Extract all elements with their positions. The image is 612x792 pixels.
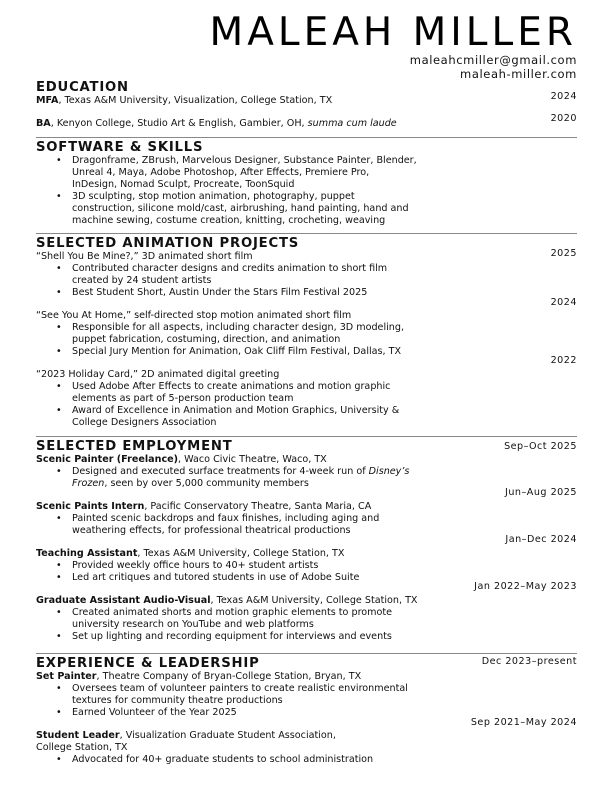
education-entry: [36, 113, 577, 130]
experience-bullet: [72, 754, 577, 766]
employment-heading: [36, 454, 577, 466]
degree: BA: [36, 118, 51, 129]
skills-line: InDesign, Nomad Sculpt, Procreate, ToonSquid: [72, 179, 295, 190]
education-line: [36, 118, 577, 130]
employment-entry: [36, 534, 577, 584]
employment-heading: [36, 548, 577, 560]
bullet-line: [72, 478, 577, 490]
employment-heading: [36, 595, 577, 607]
bullet-italic: Disney’s: [368, 466, 410, 477]
bullet-line: university research on YouTube and web platforms: [72, 619, 314, 630]
education-entry: [36, 91, 577, 107]
skills-list: [36, 155, 577, 227]
skills-line: machine sewing, costume creation, knitting, crocheting, weaving: [72, 215, 386, 226]
education-year: 2020: [550, 113, 577, 124]
bullet-line: • Responsible for all aspects, including character design, 3D modeling,: [72, 322, 405, 333]
section-title-experience: EXPERIENCE & LEADERSHIP: [36, 656, 260, 671]
bullet-line: • Contributed character designs and credits animation to short film: [72, 263, 388, 274]
skills-line: • Dragonframe, ZBrush, Marvelous Designer, Substance Painter, Blender,: [72, 155, 417, 166]
employment-dates: Jan 2022–May 2023: [474, 581, 577, 592]
skills-item: [72, 155, 577, 191]
bullet-line: • Created animated shorts and motion graphic elements to promote: [72, 607, 393, 618]
employment-bullets: [36, 466, 577, 490]
section-divider: [36, 233, 577, 234]
bullet-line: • Advocated for 40+ graduate students to school administration: [72, 754, 374, 765]
section-title-projects: SELECTED ANIMATION PROJECTS: [36, 236, 300, 251]
employment-section: [36, 439, 577, 643]
employment-dates: Jan–Dec 2024: [505, 534, 577, 545]
section-divider: [36, 436, 577, 437]
bullet-line: • Oversees team of volunteer painters to create realistic environmental: [72, 683, 408, 694]
bullet-text: , seen by over 5,000 community members: [104, 478, 309, 489]
bullet-line: weathering effects, for professional theatrical productions: [72, 525, 351, 536]
experience-heading: [36, 730, 577, 742]
degree: MFA: [36, 95, 59, 106]
bullet-line: • Earned Volunteer of the Year 2025: [72, 707, 237, 718]
project-title: “See You At Home,” self-directed stop motion animated short film: [36, 310, 352, 321]
employment-bullet: [72, 607, 577, 631]
skills-line: construction, silicone mold/cast, airbrushing, hand painting, hand and: [72, 203, 409, 214]
job-org: , Texas A&M University, College Station, TX: [137, 548, 345, 559]
bullet-line: [72, 466, 577, 478]
project-bullet: [72, 346, 577, 358]
bullet-line: • Award of Excellence in Animation and Motion Graphics, University &: [72, 405, 400, 416]
experience-dates: Sep 2021–May 2024: [470, 717, 577, 728]
projects-section: [36, 236, 577, 429]
experience-dates: Dec 2023–present: [481, 656, 577, 667]
skills-section: [36, 140, 577, 227]
employment-bullet: [72, 560, 577, 572]
skills-item: [72, 191, 577, 227]
skills-line: Unreal 4, Maya, Adobe Photoshop, After Effects, Premiere Pro,: [72, 167, 370, 178]
project-bullet: [72, 405, 577, 429]
bullet-line: College Designers Association: [72, 417, 217, 428]
employment-dates: Sep–Oct 2025: [504, 441, 577, 452]
employment-bullet: [72, 513, 577, 537]
section-divider: [36, 137, 577, 138]
project-title: “2023 Holiday Card,” 2D animated digital greeting: [36, 369, 280, 380]
project-title: “Shell You Be Mine?,” 3D animated short film: [36, 251, 253, 262]
project-year: 2022: [550, 355, 577, 366]
project-year: 2025: [550, 248, 577, 259]
bullet-text: Designed and executed surface treatments for 4-week run of: [72, 466, 369, 477]
project-bullet: [72, 287, 577, 299]
bullet-line: puppet fabrication, costuming, direction, and animation: [72, 334, 341, 345]
contact-email[interactable]: maleahcmiller@gmail.com: [409, 53, 577, 67]
job-org: , Theatre Company of Bryan-College Station, Bryan, TX: [96, 671, 362, 682]
experience-section: [36, 656, 577, 766]
institution: , Kenyon College, Studio Art & English, Gambier, OH,: [50, 118, 308, 129]
honors: summa cum laude: [307, 118, 397, 129]
project-entry: [36, 248, 577, 299]
job-role: Teaching Assistant: [36, 548, 138, 559]
employment-heading: [36, 501, 577, 513]
experience-entry: [36, 717, 577, 766]
project-bullets: [36, 263, 577, 299]
job-org: , Pacific Conservatory Theatre, Santa Maria, CA: [144, 501, 372, 512]
experience-heading-cont: College Station, TX: [36, 742, 128, 753]
bullet-line: • Led art critiques and tutored students in use of Adobe Suite: [72, 572, 360, 583]
project-bullet: [72, 263, 577, 287]
project-bullets: [36, 381, 577, 429]
education-year: 2024: [550, 91, 577, 102]
education-section: [36, 80, 577, 130]
bullet-line: textures for community theatre productions: [72, 695, 283, 706]
project-entry: [36, 355, 577, 429]
bullet-line: • Set up lighting and recording equipment for interviews and events: [72, 631, 392, 642]
job-org: , Visualization Graduate Student Association,: [119, 730, 336, 741]
employment-entry: [36, 581, 577, 643]
employment-dates: Jun–Aug 2025: [505, 487, 577, 498]
job-role: Scenic Paints Intern: [36, 501, 145, 512]
project-bullet: [72, 322, 577, 346]
job-role: Set Painter: [36, 671, 97, 682]
experience-entry: [36, 671, 577, 719]
experience-bullets: [36, 754, 577, 766]
bullet-line: • Painted scenic backdrops and faux finishes, including aging and: [72, 513, 380, 524]
employment-entry: [36, 454, 577, 490]
project-bullets: [36, 322, 577, 358]
employment-bullet: [72, 631, 577, 643]
education-line: [36, 95, 577, 107]
job-role: Student Leader: [36, 730, 120, 741]
bullet-line: elements as part of 5-person production team: [72, 393, 294, 404]
bullet-line: created by 24 student artists: [72, 275, 212, 286]
bullet-line: • Special Jury Mention for Animation, Oak Cliff Film Festival, Dallas, TX: [72, 346, 402, 357]
employment-bullet: [72, 466, 577, 490]
project-year: 2024: [550, 297, 577, 308]
employment-bullets: [36, 513, 577, 537]
job-org: , Waco Civic Theatre, Waco, TX: [178, 454, 327, 465]
job-role: Scenic Painter (Freelance): [36, 454, 179, 465]
employment-bullets: [36, 607, 577, 643]
employment-entry: [36, 487, 577, 537]
skills-line: • 3D sculpting, stop motion animation, photography, puppet: [72, 191, 355, 202]
contact-website[interactable]: maleah-miller.com: [460, 67, 577, 81]
section-title-education: EDUCATION: [36, 80, 129, 95]
project-bullet: [72, 381, 577, 405]
section-divider: [36, 653, 577, 654]
bullet-line: • Used Adobe After Effects to create animations and motion graphic: [72, 381, 391, 392]
bullet-italic: Frozen: [72, 478, 105, 489]
section-title-employment: SELECTED EMPLOYMENT: [36, 439, 233, 454]
job-role: Graduate Assistant Audio-Visual: [36, 595, 211, 606]
institution: , Texas A&M University, Visualization, College Station, TX: [58, 95, 333, 106]
experience-bullet: [72, 683, 577, 707]
job-org: , Texas A&M University, College Station, TX: [210, 595, 418, 606]
section-title-skills: SOFTWARE & SKILLS: [36, 140, 204, 155]
bullet-line: • Best Student Short, Austin Under the Stars Film Festival 2025: [72, 287, 368, 298]
bullet-line: • Provided weekly office hours to 40+ student artists: [72, 560, 319, 571]
project-entry: [36, 297, 577, 358]
candidate-name: MALEAH MILLER: [209, 10, 577, 55]
experience-heading: [36, 671, 577, 683]
experience-bullets: [36, 683, 577, 719]
